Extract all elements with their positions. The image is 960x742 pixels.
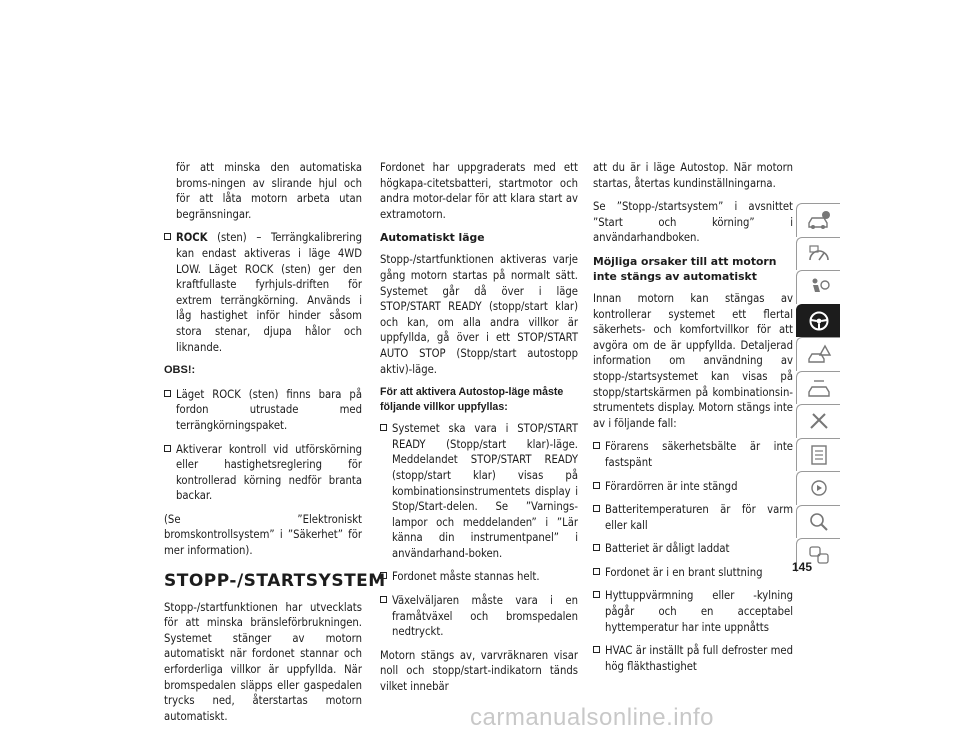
search-icon	[806, 511, 832, 533]
tab-speedometer[interactable]	[796, 237, 840, 271]
multimedia-icon	[806, 477, 832, 499]
checkbox-bullet-icon	[593, 591, 600, 598]
bullet-text: Batteriet är dåligt laddat	[605, 542, 730, 556]
bold-term: ROCK	[176, 231, 208, 245]
bullet-text: Systemet ska vara i STOP/START READY (Stopp/start klar)-läge. Meddelandet STOP/START READY (stopp/start klar) visas på kombinationsinstrumentets display i Stop/Start-delen. Se ”Varnings-lampor och meddelanden” i ”Lär känna din instrumentpanel” i användarhand-boken.	[392, 422, 578, 560]
airbag-icon	[806, 276, 832, 298]
bullet-item	[164, 230, 362, 355]
tab-car-info[interactable]	[796, 203, 840, 237]
bullet-text: Hyttuppvärmning eller -kylning pågår och en acceptabel hyttemperatur har inte uppnåtts	[605, 589, 793, 634]
bullet-text: Förardörren är inte stängd	[605, 479, 738, 493]
checkbox-bullet-icon	[164, 233, 171, 240]
speedometer-icon	[806, 243, 832, 265]
watermark: carmanualsonline.info	[470, 704, 714, 731]
tab-checklist[interactable]	[796, 438, 840, 472]
tab-multimedia[interactable]	[796, 471, 840, 505]
bullet-text: Batteritemperaturen är för varm eller kall	[605, 503, 793, 532]
bullet-item	[380, 569, 578, 585]
bullet-text: Aktiverar kontroll vid utförskörning eller hastighetsreglering för kontrollerad körning nedför branta backar.	[176, 442, 362, 503]
bullet-item	[593, 565, 793, 581]
chapter-tabs	[796, 203, 840, 572]
tab-service[interactable]	[796, 371, 840, 405]
bullet-item	[593, 643, 793, 674]
tools-icon	[806, 410, 832, 432]
paragraph: Se ”Stopp-/startsystem” i avsnittet ”Start och körning” i användarhandboken.	[593, 200, 793, 245]
page-number: 145	[792, 560, 813, 574]
checkbox-bullet-icon	[164, 390, 171, 397]
paragraph: att du är i läge Autostop. När motorn startas, återtas kundinställningarna.	[593, 161, 793, 190]
bullet-item	[593, 541, 793, 557]
paragraph: Innan motorn kan stängas av kontrollerar systemet ett flertal säkerhets- och komfortvillkor för att avgöra om de är uppfyllda. Detaljerad information om användning av stopp-/startsystemet kan visas på stopp/startskärmen på kombinationsin-strumentets display. Motorn stängs inte av i följande fall:	[593, 291, 793, 430]
column-3	[593, 160, 793, 682]
service-car-icon	[806, 377, 832, 399]
checkbox-bullet-icon	[164, 445, 171, 452]
bullet-text: Förarens säkerhetsbälte är inte fastspänt	[605, 440, 793, 469]
tab-tools[interactable]	[796, 404, 840, 438]
bullet-item	[164, 442, 362, 504]
tab-warning[interactable]	[796, 337, 840, 371]
paragraph: Fordonet har uppgraderats med ett högkapa-citetsbatteri, startmotor och andra motor-delar för att klara start av extramotorn.	[380, 161, 578, 221]
checkbox-bullet-icon	[593, 505, 600, 512]
checkbox-bullet-icon	[593, 568, 600, 575]
paragraph: för att minska den automatiska broms-ningen av slirande hjul och för att låta motorn arbeta utan begränsningar.	[176, 161, 362, 221]
checkbox-bullet-icon	[380, 424, 387, 431]
paragraph: Stopp-/startfunktionen har utvecklats för att minska bränsleförbrukningen. Systemet stänger av motorn automatiskt när fordonet stannar och erforderliga villkor är uppfyllda. När bromspedalen släpps eller gaspedalen trycks ned, återstartas motorn automatiskt.	[164, 600, 362, 723]
car-info-icon	[806, 209, 832, 231]
subheading: Automatiskt läge	[380, 231, 485, 245]
tab-steering-wheel[interactable]	[796, 304, 840, 338]
checkbox-bullet-icon	[380, 572, 387, 579]
checkbox-bullet-icon	[593, 544, 600, 551]
tab-search[interactable]	[796, 505, 840, 539]
bullet-item	[380, 421, 578, 561]
note-label: OBS!:	[164, 364, 196, 377]
section-heading: STOPP-/STARTSYSTEM	[164, 570, 386, 591]
column-1	[164, 160, 386, 732]
paragraph: Motorn stängs av, varvräknaren visar noll och stopp/start-indikatorn tänds vilket innebär	[380, 648, 578, 694]
bullet-text: Växelväljaren måste vara i en framåtväxel och bromspedalen nedtryckt.	[392, 594, 578, 639]
tab-airbag[interactable]	[796, 270, 840, 304]
bullet-text: HVAC är inställt på full defroster med hög fläkthastighet	[605, 644, 793, 673]
bullet-item	[164, 387, 362, 434]
subheading: Möjliga orsaker till att motorn inte stängs av automatiskt	[593, 254, 777, 283]
steering-wheel-icon	[806, 310, 832, 332]
paragraph: Stopp-/startfunktionen aktiveras varje gång motorn startas på normalt sätt. Systemet går då över i läge STOP/START READY (stopp/start klar) och kan, om alla andra villkor är uppfyllda, gå över i ett STOP/START AUTO STOP (Stopp/start autostopp aktiv)-läge.	[380, 253, 578, 376]
bullet-text: Fordonet måste stannas helt.	[392, 570, 540, 584]
bullet-text: Läget ROCK (sten) finns bara på fordon utrustade med terrängkörningspaket.	[176, 387, 362, 432]
bullet-item	[380, 593, 578, 640]
bullet-item	[593, 588, 793, 635]
checkbox-bullet-icon	[380, 596, 387, 603]
bullet-item	[593, 439, 793, 470]
checkbox-bullet-icon	[593, 482, 600, 489]
column-2	[380, 160, 578, 703]
conditions-heading: För att aktivera Autostop-läge måste följande villkor uppfyllas:	[380, 386, 564, 414]
bullet-text: Fordonet är i en brant sluttning	[605, 565, 763, 579]
bullet-item	[593, 479, 793, 495]
warning-car-icon	[806, 343, 832, 365]
bullet-text: (sten) – Terrängkalibrering kan endast aktiveras i läge 4WD LOW. Läget ROCK (sten) ger den kraftfullaste fyrhjuls-driften för extrem terrängkörning. Används i låg hastighet inför hinder såsom stora stenar, djupa hålor och liknande.	[176, 231, 362, 354]
checkbox-bullet-icon	[593, 646, 600, 653]
checklist-icon	[806, 444, 832, 466]
bullet-item	[593, 502, 793, 533]
checkbox-bullet-icon	[593, 442, 600, 449]
paragraph: (Se ”Elektroniskt bromskontrollsystem” i ”Säkerhet” för mer information).	[164, 512, 362, 558]
